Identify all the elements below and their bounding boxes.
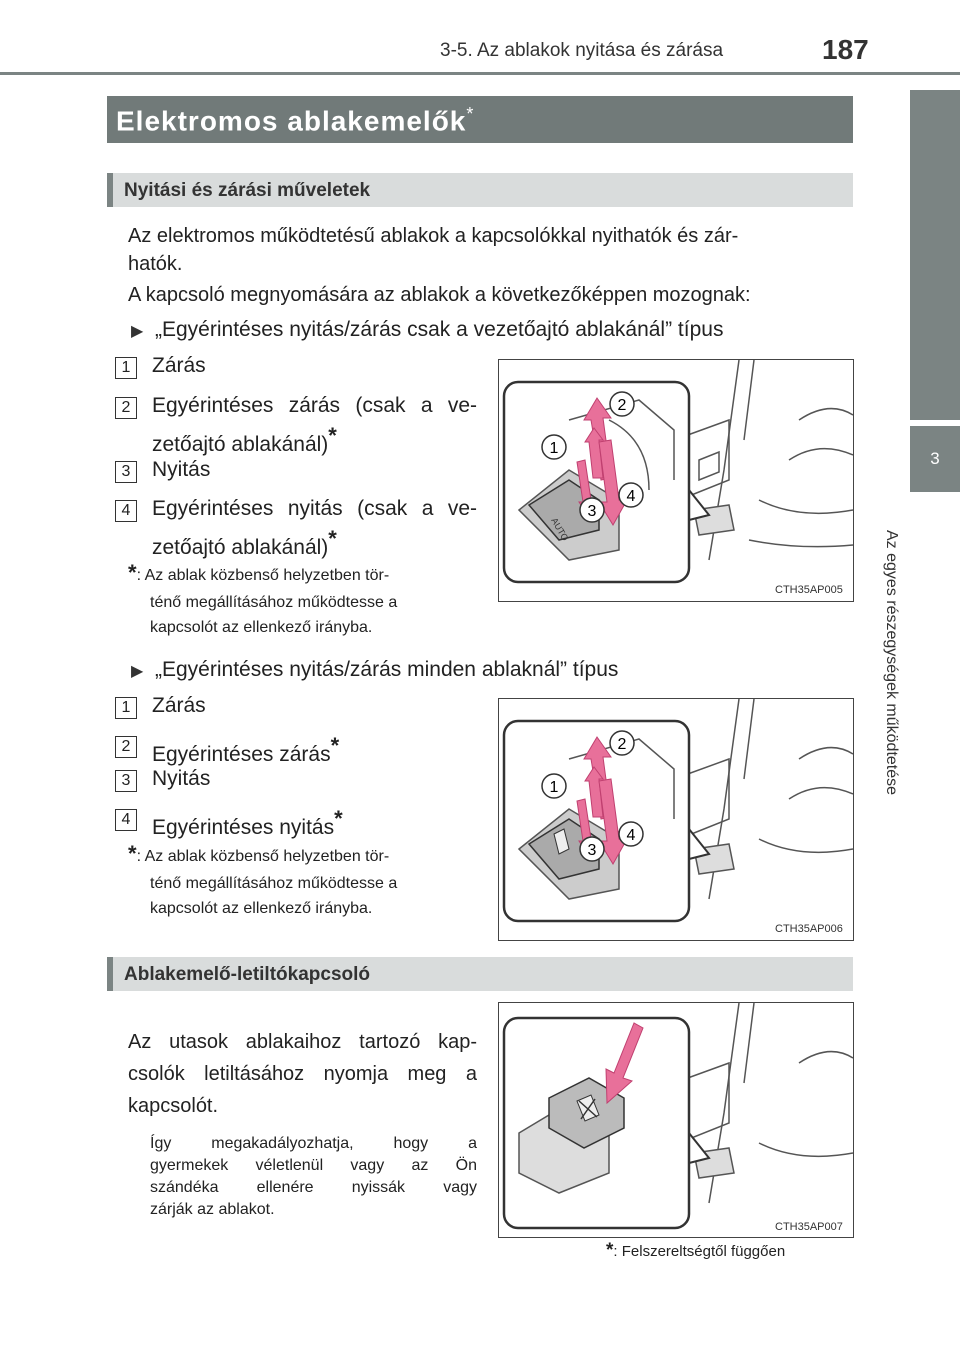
- note-line-3: kapcsolót az ellenkező irányba.: [150, 900, 373, 917]
- chapter-tab-number: 3: [910, 426, 960, 492]
- item-label: Egyérintéses zárás (csak a ve-: [152, 394, 477, 417]
- item-star: *: [330, 733, 340, 758]
- callout-number: 1: [115, 697, 137, 719]
- note-line-3: kapcsolót az ellenkező irányba.: [150, 619, 373, 636]
- callout-2: 2: [617, 736, 627, 753]
- callout-2: 2: [617, 397, 627, 414]
- bullet-triangle-icon: ▶: [131, 663, 144, 680]
- intro-line-3: A kapcsoló megnyomására az ablakok a következőképpen mozognak:: [128, 284, 751, 306]
- item-star: *: [334, 806, 343, 831]
- list-item: [115, 697, 137, 719]
- callout-number: 4: [115, 500, 137, 522]
- note-star: *: [128, 560, 137, 585]
- note-line-1: : Az ablak közbenső helyzetben tör-: [136, 567, 390, 584]
- section-heading-operations: Nyitási és zárási műveletek: [124, 180, 371, 201]
- lock-note-3: szándéka ellenére nyissák vagy: [150, 1179, 477, 1196]
- callout-1: 1: [549, 440, 559, 457]
- item-label: [152, 806, 343, 840]
- note-star: *: [128, 841, 137, 866]
- type2-title: „Egyérintéses nyitás/zárás minden ablaknál” típus: [155, 658, 619, 681]
- footnote: [606, 1240, 785, 1263]
- callout-1: 1: [549, 779, 559, 796]
- item-label: Zárás: [152, 354, 206, 377]
- page-title: [116, 104, 474, 137]
- callout-number: 1: [115, 357, 137, 379]
- window-switch-illustration-1: [499, 360, 853, 601]
- page-number: 187: [822, 34, 869, 65]
- lock-note-1: Így megakadályozhatja, hogy a: [150, 1135, 477, 1152]
- item-label: Zárás: [152, 694, 206, 717]
- item-label: Nyitás: [152, 458, 211, 481]
- callout-4: 4: [626, 488, 636, 505]
- lock-note-2: gyermekek véletlenül vagy az Ön: [150, 1157, 477, 1174]
- item-label-cont-text: zetőajtó ablakánál): [152, 433, 329, 456]
- figure-type2: [498, 698, 854, 941]
- callout-3: 3: [587, 503, 597, 520]
- note-line-1: : Az ablak közbenső helyzetben tör-: [136, 848, 390, 865]
- callout-number: 4: [115, 809, 137, 831]
- callout-4: 4: [626, 827, 636, 844]
- lock-note-4: zárják az ablakot.: [150, 1201, 275, 1218]
- footnote-star: *: [606, 1240, 614, 1261]
- list-item: [115, 736, 137, 758]
- running-header-section: 3-5. Az ablakok nyitása és zárása: [440, 40, 724, 61]
- item-star: *: [328, 423, 337, 448]
- item-label-cont-text: zetőajtó ablakánál): [152, 536, 329, 559]
- item-label-cont: [152, 423, 337, 457]
- auto-button-label: AUTO: [549, 516, 571, 543]
- lock-text-3: kapcsolót.: [128, 1095, 219, 1117]
- item-label-cont: [152, 526, 337, 560]
- page-title-star: *: [466, 104, 475, 124]
- note-line-2: ténő megállításához működtesse a: [150, 594, 398, 611]
- intro-line-2: hatók.: [128, 253, 183, 275]
- chapter-tab-label: Az egyes részegységek működtetése: [883, 530, 900, 796]
- callout-number: 3: [115, 770, 137, 792]
- figure-lock-switch: [498, 1002, 854, 1238]
- callout-number: 2: [115, 736, 137, 758]
- footnote-text: : Felszereltségtől függően: [613, 1243, 786, 1260]
- window-switch-illustration-2: [499, 699, 853, 940]
- figure-code: CTH35AP005: [775, 584, 843, 596]
- item-label-text: Egyérintéses zárás: [152, 743, 331, 766]
- list-item: [115, 770, 137, 792]
- lock-text-2: csolók letiltásához nyomja meg a: [128, 1063, 477, 1085]
- chapter-tab-bar: [910, 90, 960, 420]
- page-title-text: Elektromos ablakemelők: [116, 105, 467, 137]
- item-label: Nyitás: [152, 767, 211, 790]
- callout-3: 3: [587, 842, 597, 859]
- note-line-2: ténő megállításához működtesse a: [150, 875, 398, 892]
- list-item: [115, 500, 137, 522]
- bullet-triangle-icon: ▶: [131, 323, 144, 340]
- list-item: [115, 397, 137, 419]
- item-star: *: [328, 526, 337, 551]
- figure-code: CTH35AP006: [775, 923, 843, 935]
- figure-code: CTH35AP007: [775, 1221, 843, 1233]
- callout-number: 2: [115, 397, 137, 419]
- item-label: Egyérintéses nyitás (csak a ve-: [152, 497, 477, 520]
- note-type1: [128, 562, 389, 587]
- type1-title: „Egyérintéses nyitás/zárás csak a vezetőajtó ablakánál” típus: [155, 318, 724, 341]
- section-heading-lock-switch: Ablakemelő-letiltókapcsoló: [124, 964, 371, 985]
- item-label: [152, 733, 339, 767]
- header-rule: [0, 72, 960, 75]
- callout-number: 3: [115, 461, 137, 483]
- list-item: [115, 809, 137, 831]
- lock-switch-illustration: [499, 1003, 853, 1237]
- lock-text-1: Az utasok ablakaihoz tartozó kap-: [128, 1031, 477, 1053]
- note-type2: [128, 843, 389, 868]
- intro-line-1: Az elektromos működtetésű ablakok a kapcsolókkal nyithatók és zár-: [128, 225, 739, 247]
- item-label-text: Egyérintéses nyitás: [152, 816, 335, 839]
- list-item: [115, 357, 137, 379]
- figure-type1: [498, 359, 854, 602]
- list-item: [115, 461, 137, 483]
